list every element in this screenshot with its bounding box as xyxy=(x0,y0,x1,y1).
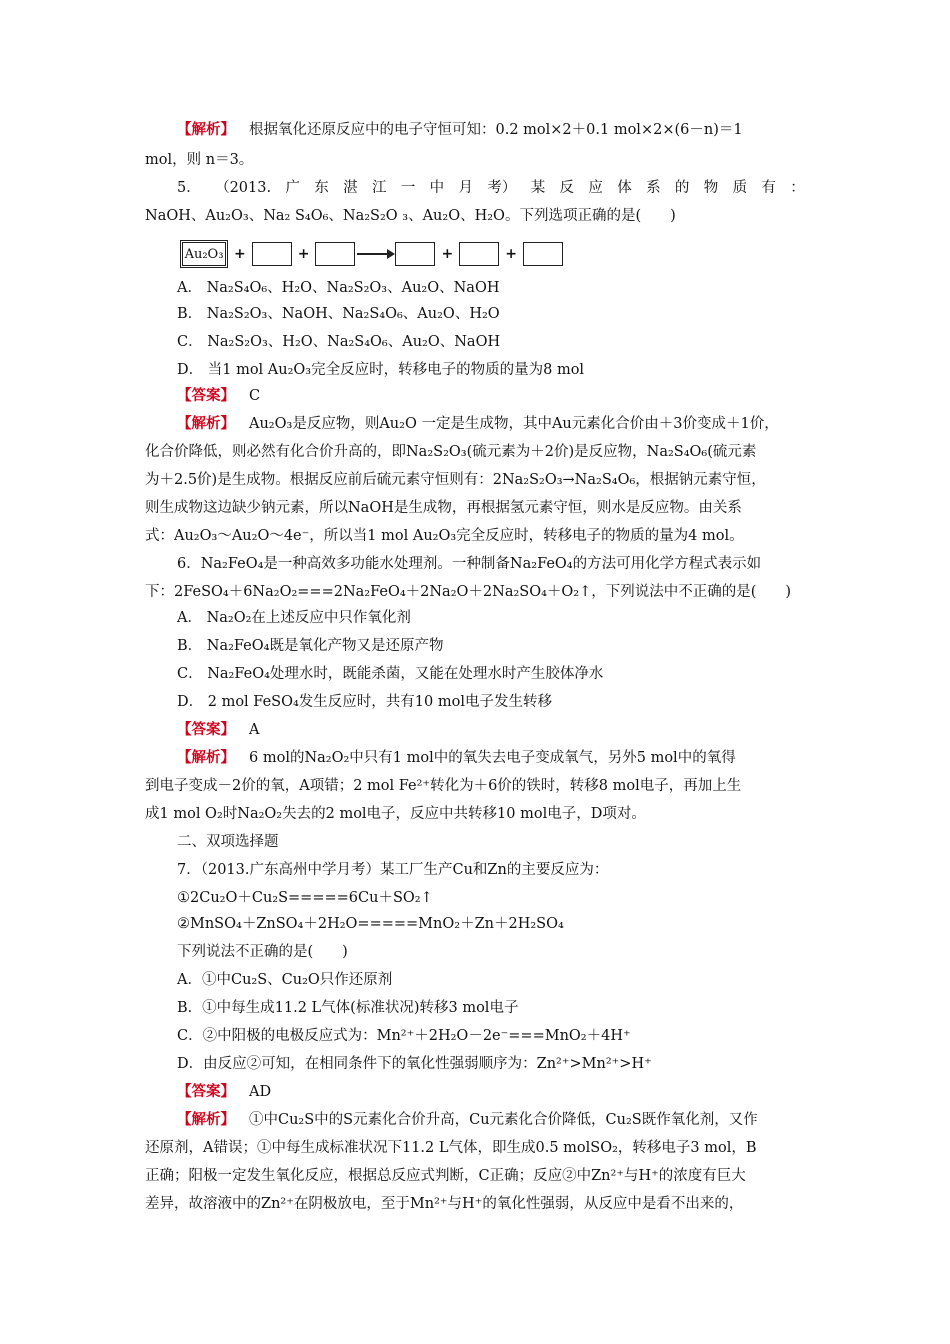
analysis-tag: 【 解析 】 xyxy=(177,416,235,432)
analysis-line: 【 解析 】 Au₂O₃是反应物，则Au₂O 一定是生成物，其中Au元素化合价由＋3价变成＋1价， xyxy=(177,414,779,434)
reaction-1: ①2Cu₂O＋Cu₂S=====6Cu＋SO₂↑ xyxy=(177,890,433,906)
option-c: C．②中阳极的电极反应式为：Mn²⁺＋2H₂O－2e⁻===MnO₂＋4H⁺ xyxy=(177,1028,631,1044)
option-b: B． Na₂S₂O₃、NaOH、Na₂S₄O₆、Au₂O、H₂O xyxy=(177,306,500,322)
blank-box xyxy=(395,242,435,266)
reactant-box: Au₂O₃ xyxy=(180,240,228,268)
option-d: D．由反应②可知，在相同条件下的氧化性强弱顺序为：Zn²⁺>Mn²⁺>H⁺ xyxy=(177,1056,652,1072)
text-line: NaOH、Au₂O₃、Na₂ S₄O₆、Na₂S₂O ₃、Au₂O、H₂O。下列选项正确的是( ) xyxy=(145,208,676,224)
option-c: C． Na₂S₂O₃、H₂O、Na₂S₄O₆、Au₂O、NaOH xyxy=(177,334,501,350)
option-a: A． Na₂S₄O₆、H₂O、Na₂S₂O₃、Au₂O、NaOH xyxy=(177,280,500,296)
analysis-line: 【 解析 】 ①中Cu₂S中的S元素化合价升高，Cu元素化合价降低，Cu₂S既作氧化剂，又作 xyxy=(177,1110,758,1130)
option-a: A．①中Cu₂S、Cu₂O只作还原剂 xyxy=(177,972,393,988)
answer-line: 【 答案 】 C xyxy=(177,386,260,406)
plus-sign: + xyxy=(297,246,310,262)
blank-box xyxy=(315,242,355,266)
question-6: 6．Na₂FeO₄是一种高效多功能水处理剂。一种制备Na₂FeO₄的方法可用化学方程式表示如 xyxy=(177,556,762,572)
option-d: D． 当1 mol Au₂O₃完全反应时，转移电子的物质的量为8 mol xyxy=(177,362,585,378)
analysis-line: 【 解析 】 6 mol的Na₂O₂中只有1 mol中的氧失去电子变成氧气，另外5 mol中的氧得 xyxy=(177,748,736,768)
analysis-tag: 【 解析 】 xyxy=(177,122,235,138)
plus-sign: + xyxy=(441,246,454,262)
answer-tag: 【 答案 】 xyxy=(177,388,235,404)
analysis-line: 【 解析 】 根据氧化还原反应中的电子守恒可知：0.2 mol×2＋0.1 mol×2×(6－n)＝1 xyxy=(177,120,743,140)
analysis-tag: 【 解析 】 xyxy=(177,750,235,766)
answer-line: 【 答案 】 A xyxy=(177,720,259,740)
reaction-2: ②MnSO₄＋ZnSO₄＋2H₂O=====MnO₂＋Zn＋2H₂SO₄ xyxy=(177,916,564,932)
text-line: 式：Au₂O₃～Au₂O～4e⁻，所以当1 mol Au₂O₃完全反应时，转移电子的物质的量为4 mol。 xyxy=(145,528,744,544)
answer-tag: 【 答案 】 xyxy=(177,722,235,738)
option-a: A． Na₂O₂在上述反应中只作氧化剂 xyxy=(177,610,411,626)
text-line: 成1 mol O₂时Na₂O₂失去的2 mol电子，反应中共转移10 mol电子，D项对。 xyxy=(145,806,646,822)
option-c: C． Na₂FeO₄处理水时，既能杀菌，又能在处理水时产生胶体净水 xyxy=(177,666,604,682)
text-line: 到电子变成－2价的氧，A项错；2 mol Fe²⁺转化为＋6价的铁时，转移8 mol电子，再加上生 xyxy=(145,778,742,794)
text-line: 下：2FeSO₄＋6Na₂O₂===2Na₂FeO₄＋2Na₂O＋2Na₂SO₄＋O₂↑，下列说法中不正确的是( ) xyxy=(145,584,792,600)
answer-line: 【 答案 】 AD xyxy=(177,1082,271,1102)
arrow-icon xyxy=(357,253,393,255)
text-line: mol，则 n＝3。 xyxy=(145,152,254,168)
reaction-diagram xyxy=(180,237,563,271)
text-line: 正确；阳极一定发生氧化反应，根据总反应式判断，C正确；反应②中Zn²⁺与H⁺的浓度有巨大 xyxy=(145,1168,746,1184)
option-b: B． Na₂FeO₄既是氧化产物又是还原产物 xyxy=(177,638,444,654)
question-stem: 下列说法不正确的是( ) xyxy=(177,944,348,960)
text-line: 为＋2.5价)是生成物。根据反应前后硫元素守恒则有：2Na₂S₂O₃→Na₂S₄O₆，根据钠元素守恒， xyxy=(145,472,766,488)
question-5-line: 5． （2013. 广 东 湛 江 一 中 月 考） 某 反 应 体 系 的 物 质 有 ： xyxy=(177,180,805,196)
section-heading: 二、双项选择题 xyxy=(177,834,279,850)
question-7: 7．（2013.广东高州中学月考）某工厂生产Cu和Zn的主要反应为： xyxy=(177,862,609,878)
plus-sign: + xyxy=(505,246,517,262)
blank-box xyxy=(523,242,563,266)
blank-box xyxy=(459,242,499,266)
plus-sign: + xyxy=(234,246,246,262)
option-b: B．①中每生成11.2 L气体(标准状况)转移3 mol电子 xyxy=(177,1000,519,1016)
text-line: 则生成物这边缺少钠元素，所以NaOH是生成物，再根据氢元素守恒，则水是反应物。由关系 xyxy=(145,500,742,516)
text-line: 还原剂，A错误；①中每生成标准状况下11.2 L气体，即生成0.5 molSO₂，转移电子3 mol，B xyxy=(145,1140,757,1156)
text-line: 差异，故溶液中的Zn²⁺在阴极放电，至于Mn²⁺与H⁺的氧化性强弱，从反应中是看不出来的， xyxy=(145,1196,744,1212)
option-d: D． 2 mol FeSO₄发生反应时，共有10 mol电子发生转移 xyxy=(177,694,552,710)
text-line: 化合价降低，则必然有化合价升高的，即Na₂S₂O₃(硫元素为＋2价)是反应物，Na₂S₄O₆(硫元素 xyxy=(145,444,757,460)
analysis-tag: 【 解析 】 xyxy=(177,1112,235,1128)
blank-box xyxy=(252,242,292,266)
answer-tag: 【 答案 】 xyxy=(177,1084,235,1100)
